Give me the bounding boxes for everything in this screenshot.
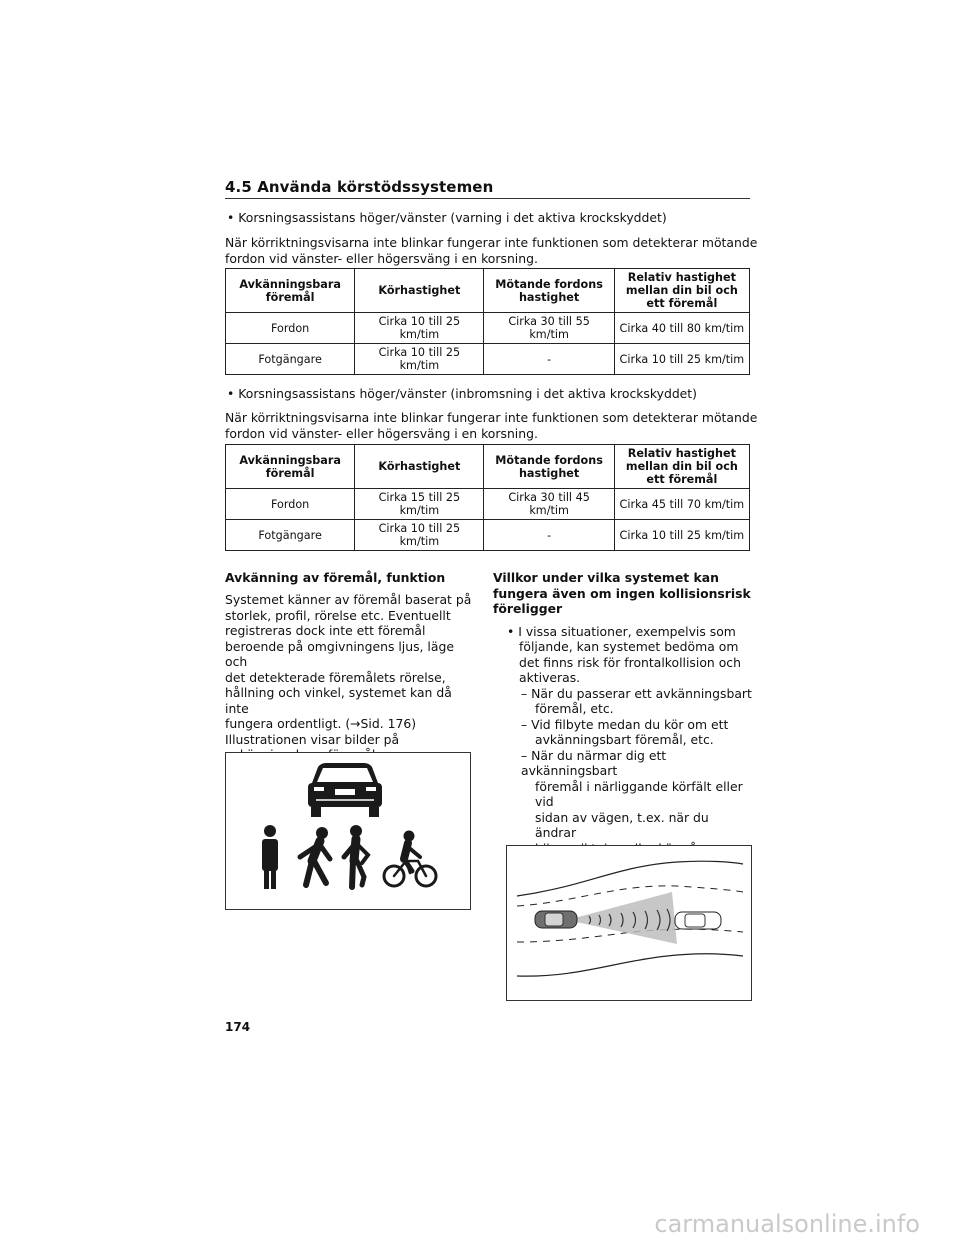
left-body bbox=[225, 592, 475, 763]
oncoming-vehicle-icon bbox=[675, 912, 721, 929]
dash-item-line: – När du passerar ett avkänningsbart bbox=[521, 685, 752, 701]
bullet-warning-heading: • Korsningsassistans höger/vänster (varning i det aktiva krockskyddet) bbox=[227, 210, 667, 225]
section-title: 4.5 Använda körstödssystemen bbox=[225, 178, 494, 196]
body-line: Illustrationen visar bilder på bbox=[225, 731, 400, 747]
body-line: det detekterade föremålets rörelse, bbox=[225, 669, 446, 685]
table-header: Körhastighet bbox=[355, 269, 484, 313]
table-header: Körhastighet bbox=[355, 445, 484, 489]
table-cell: Cirka 15 till 25 km/tim bbox=[355, 489, 484, 520]
paragraph-line: När körriktningsvisarna inte blinkar fungerar inte funktionen som detekterar mötande bbox=[225, 235, 758, 250]
table-cell: Fotgängare bbox=[226, 344, 355, 375]
table-cell: Cirka 10 till 25 km/tim bbox=[614, 520, 749, 551]
table-cell: Cirka 40 till 80 km/tim bbox=[614, 313, 749, 344]
table-row bbox=[226, 520, 750, 551]
curved-road-figure bbox=[506, 845, 752, 1001]
walking-pedestrian-icon bbox=[300, 827, 330, 885]
table-cell: Fordon bbox=[226, 489, 355, 520]
bullet-line: följande, kan systemet bedöma om bbox=[519, 639, 739, 654]
own-vehicle-icon bbox=[535, 911, 577, 928]
table-header: Mötande fordons hastighet bbox=[484, 445, 614, 489]
body-line: fungera ordentligt. (→Sid. 176) bbox=[225, 716, 417, 731]
body-line: beroende på omgivningens ljus, läge och bbox=[225, 638, 454, 669]
left-heading: Avkänning av föremål, funktion bbox=[225, 570, 446, 585]
table-header: Avkänningsbara föremål bbox=[226, 445, 355, 489]
detectable-objects-figure bbox=[225, 752, 471, 910]
right-heading-line: Villkor under vilka systemet kan bbox=[493, 570, 719, 585]
car-rear-icon bbox=[308, 763, 382, 817]
sensor-detection-area bbox=[567, 892, 677, 944]
table-cell: Cirka 10 till 25 km/tim bbox=[355, 313, 484, 344]
table-cell: Fordon bbox=[226, 313, 355, 344]
standing-pedestrian-icon bbox=[262, 825, 278, 889]
warning-speed-table bbox=[225, 268, 750, 375]
table-row bbox=[226, 313, 750, 344]
table-header: Relativ hastighet mellan din bil och ett föremål bbox=[614, 445, 749, 489]
body-line: registreras dock inte ett föremål bbox=[225, 623, 426, 638]
dash-item-line: föremål, etc. bbox=[535, 701, 614, 716]
table-cell: Cirka 30 till 55 km/tim bbox=[484, 313, 614, 344]
table-cell: Fotgängare bbox=[226, 520, 355, 551]
road-edge-bottom bbox=[517, 954, 743, 976]
dash-item-line: sidan av vägen, t.ex. när du ändrar bbox=[535, 809, 709, 840]
table-row bbox=[226, 344, 750, 375]
table-cell: - bbox=[484, 344, 614, 375]
braking-speed-table bbox=[225, 444, 750, 551]
bullet-line: aktiveras. bbox=[519, 670, 581, 685]
body-line: Systemet känner av föremål baserat på bbox=[225, 592, 472, 607]
watermark: carmanualsonline.info bbox=[654, 1210, 920, 1238]
table-cell: Cirka 30 till 45 km/tim bbox=[484, 489, 614, 520]
paragraph-line: fordon vid vänster- eller högersväng i en korsning. bbox=[225, 426, 538, 441]
child-pedestrian-icon bbox=[344, 825, 368, 887]
table-cell: Cirka 10 till 25 km/tim bbox=[614, 344, 749, 375]
paragraph-line: fordon vid vänster- eller högersväng i en korsning. bbox=[225, 251, 538, 266]
table-header: Mötande fordons hastighet bbox=[484, 269, 614, 313]
table-cell: Cirka 45 till 70 km/tim bbox=[614, 489, 749, 520]
bullet-line: det finns risk för frontalkollision och bbox=[519, 654, 741, 670]
dash-item-line: föremål i närliggande körfält eller vid bbox=[535, 778, 743, 809]
table-row bbox=[226, 489, 750, 520]
page-number: 174 bbox=[225, 1020, 251, 1034]
title-divider bbox=[225, 198, 750, 199]
dash-item-line: – När du närmar dig ett avkänningsbart bbox=[521, 747, 667, 778]
body-line: storlek, profil, rörelse etc. Eventuellt bbox=[225, 607, 451, 623]
table-header-row bbox=[226, 445, 750, 489]
table-header: Relativ hastighet mellan din bil och ett föremål bbox=[614, 269, 749, 313]
right-heading-line: föreligger bbox=[493, 601, 563, 616]
bullet-line: • I vissa situationer, exempelvis som bbox=[507, 623, 736, 639]
right-heading-line: fungera även om ingen kollisionsrisk bbox=[493, 585, 751, 601]
table-header: Avkänningsbara föremål bbox=[226, 269, 355, 313]
body-line: hållning och vinkel, systemet kan då inte bbox=[225, 685, 452, 716]
road-edge-top bbox=[517, 861, 743, 896]
cyclist-icon bbox=[384, 831, 436, 887]
paragraph-line: När körriktningsvisarna inte blinkar fungerar inte funktionen som detekterar mötande bbox=[225, 410, 758, 425]
table-cell: Cirka 10 till 25 km/tim bbox=[355, 520, 484, 551]
lane-marking bbox=[517, 886, 743, 906]
table-header-row bbox=[226, 269, 750, 313]
table-cell: Cirka 10 till 25 km/tim bbox=[355, 344, 484, 375]
right-column bbox=[493, 570, 753, 872]
curved-road-illustration bbox=[507, 846, 751, 1000]
objects-illustration bbox=[226, 753, 470, 909]
dash-item-line: avkänningsbart föremål, etc. bbox=[535, 732, 714, 747]
dash-item-line: – Vid filbyte medan du kör om ett bbox=[521, 716, 729, 732]
bullet-braking-heading: • Korsningsassistans höger/vänster (inbromsning i det aktiva krockskyddet) bbox=[227, 386, 698, 401]
table-cell: - bbox=[484, 520, 614, 551]
